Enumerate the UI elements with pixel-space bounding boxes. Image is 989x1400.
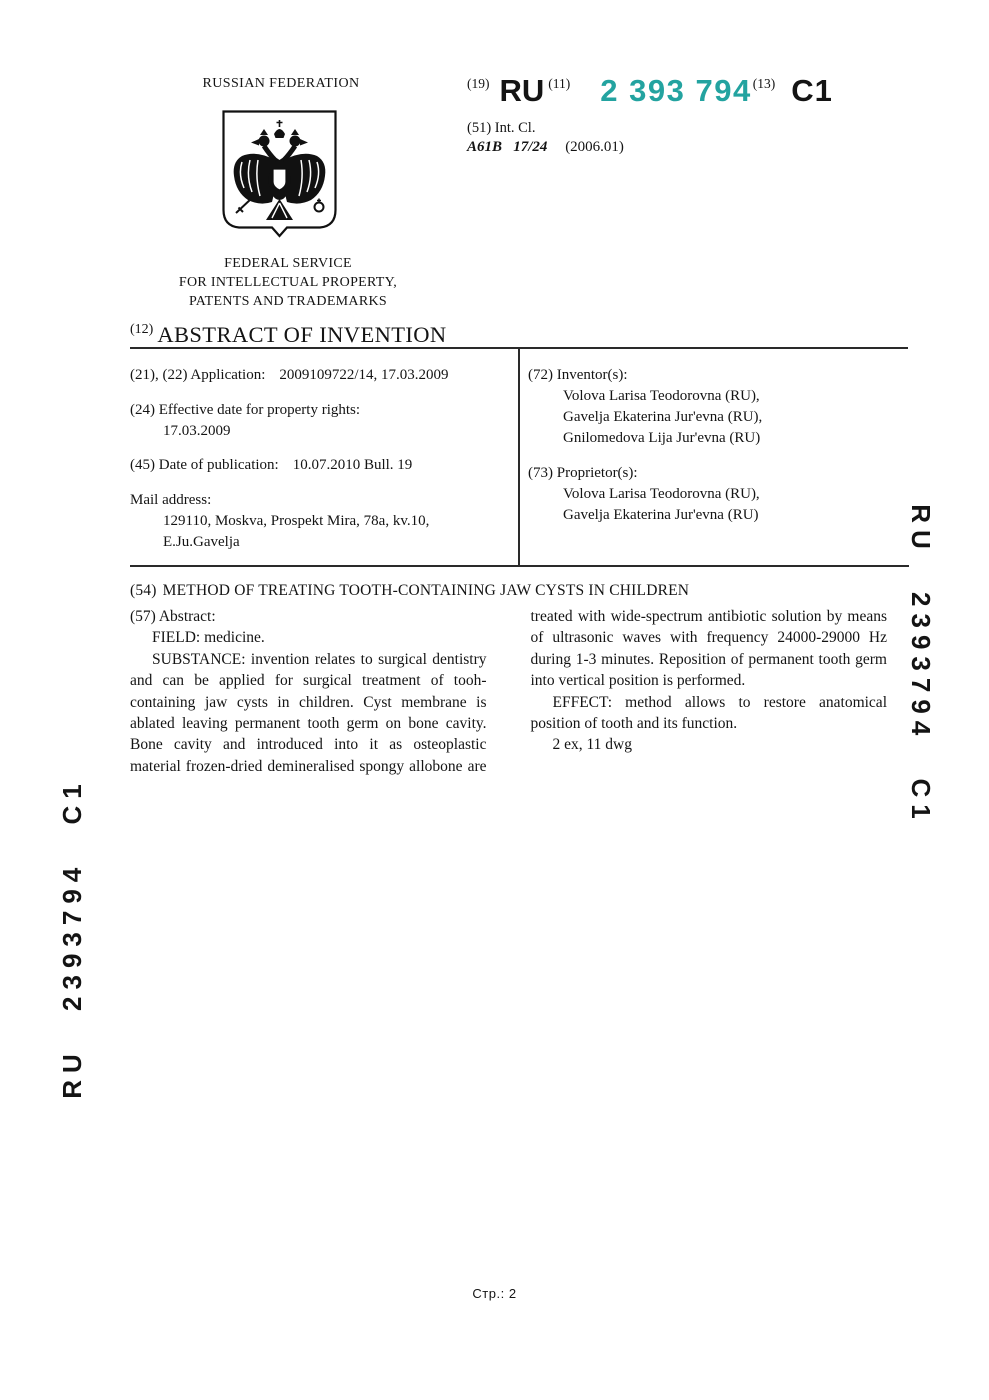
effective-date-value: 17.03.2009	[163, 423, 231, 439]
sidebar-publication-number-right: RU 2393794 C1	[906, 504, 936, 826]
inventors-field	[528, 365, 908, 449]
publication-date-field	[130, 455, 510, 476]
kind-code: C1	[791, 73, 833, 108]
invention-title-line	[130, 582, 920, 600]
inventor-name: Gavelja Ekaterina Jur'evna (RU),	[563, 409, 763, 425]
application-field	[130, 365, 510, 386]
inid-code-19: (19)	[467, 76, 490, 91]
abstract-stats: 2 ex, 11 dwg	[552, 736, 632, 754]
proprietor-name: Gavelja Ekaterina Jur'evna (RU)	[563, 507, 759, 523]
office-line: FOR INTELLECTUAL PROPERTY,	[178, 275, 398, 290]
country-title: RUSSIAN FEDERATION	[202, 76, 360, 91]
column-divider	[518, 349, 520, 566]
int-cl-year: (2006.01)	[565, 139, 624, 155]
section-number: (12)	[130, 322, 154, 337]
publication-date-label: (45) Date of publication:	[130, 457, 279, 473]
invention-title-number: (54)	[130, 582, 157, 599]
effective-date-label: (24) Effective date for property rights:	[130, 402, 361, 418]
coat-of-arms-icon	[222, 110, 337, 243]
int-cl-label: (51) Int. Cl.	[467, 120, 536, 136]
office-line: FEDERAL SERVICE	[224, 256, 352, 271]
office-name	[117, 254, 459, 311]
abstract-body	[130, 606, 887, 778]
application-value: 2009109722/14, 17.03.2009	[279, 367, 449, 383]
section-title: ABSTRACT OF INVENTION	[157, 322, 447, 347]
mail-address-field	[130, 490, 510, 553]
horizontal-rule	[130, 565, 909, 567]
application-label: (21), (22) Application:	[130, 367, 266, 383]
page-number-label: Стр.: 2	[472, 1286, 517, 1301]
inid-code-11: (11)	[548, 76, 571, 91]
mail-address-label: Mail address:	[130, 492, 212, 508]
invention-title: METHOD OF TREATING TOOTH-CONTAINING JAW CYSTS IN CHILDREN	[162, 582, 690, 599]
publication-number: 2 393 794	[600, 73, 752, 108]
country-code: RU	[499, 73, 545, 108]
proprietors-field	[528, 463, 908, 526]
int-cl-code: A61B 17/24	[467, 139, 548, 155]
inventors-label: (72) Inventor(s):	[528, 367, 628, 383]
office-line: PATENTS AND TRADEMARKS	[189, 294, 387, 309]
abstract-substance: SUBSTANCE: invention relates to surgical dentistry and can be applied for surgical treatment of tooh-containing jaw cysts in children. Cyst membrane is ablated leaving permanent tooth germ on bone cavity. Bone cavity and introduced into it as osteoplastic material frozen-dried demineralised spongy allobone are treated with wide-spectrum antibiotic solution by means of ultrasonic waves with frequency 24000-29000 Hz during 1-3 minutes. Reposition of permanent tooth germ into vertical position is performed.	[130, 608, 887, 775]
inventor-name: Gnilomedova Lija Jur'evna (RU)	[563, 430, 761, 446]
int-cl-line	[467, 139, 624, 156]
abstract-field: FIELD: medicine.	[152, 629, 265, 647]
proprietors-label: (73) Proprietor(s):	[528, 465, 638, 481]
proprietor-name: Volova Larisa Teodorovna (RU),	[563, 486, 760, 502]
inventor-name: Volova Larisa Teodorovna (RU),	[563, 388, 760, 404]
publication-code-line	[467, 74, 937, 108]
mail-address-line: 129110, Moskva, Prospekt Mira, 78a, kv.10,	[163, 513, 430, 529]
abstract-label: (57) Abstract:	[130, 608, 216, 625]
mail-address-line: E.Ju.Gavelja	[163, 534, 240, 550]
publication-date-value: 10.07.2010 Bull. 19	[292, 457, 413, 473]
sidebar-publication-number-left: RU 2393794 C1	[57, 777, 87, 1099]
inid-code-13: (13)	[752, 76, 776, 91]
effective-date-field	[130, 400, 510, 442]
abstract-effect: EFFECT: method allows to restore anatomical position of tooth and its function.	[530, 693, 887, 733]
section-heading	[130, 322, 910, 348]
